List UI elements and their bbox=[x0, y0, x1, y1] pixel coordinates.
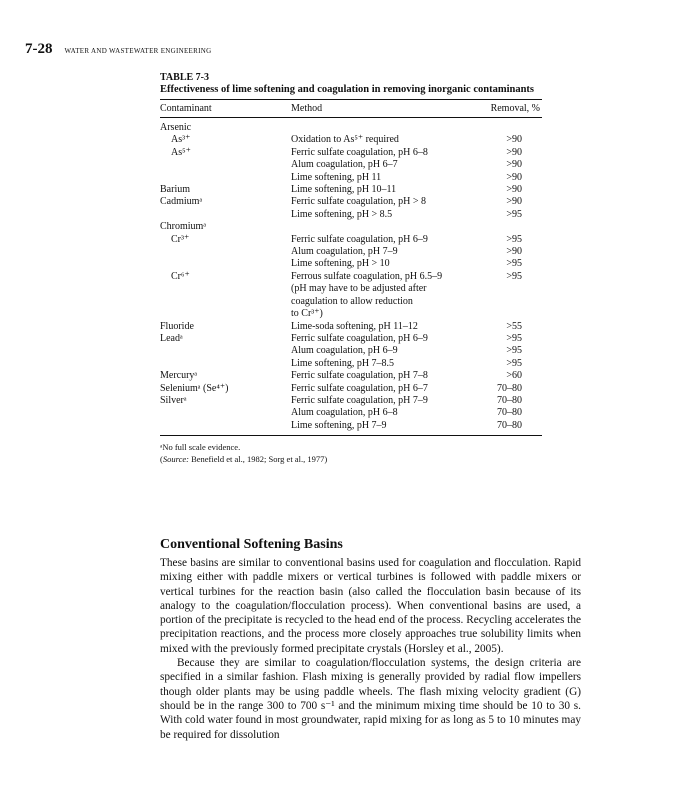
contaminant-cell bbox=[160, 209, 291, 221]
contaminant-cell: As⁵⁺ bbox=[171, 146, 191, 158]
table-row bbox=[160, 246, 542, 258]
contaminant-cell: Fluoride bbox=[160, 320, 194, 332]
removal-cell: >95 bbox=[506, 270, 522, 282]
removal-cell: >95 bbox=[506, 345, 522, 357]
contaminant-cell: Seleniumᵃ (Se⁴⁺) bbox=[160, 382, 229, 394]
removal-cell bbox=[452, 308, 542, 320]
contaminant-cell: Cadmiumᵃ bbox=[160, 196, 203, 208]
removal-cell: >90 bbox=[506, 134, 522, 146]
table-header-row bbox=[160, 100, 542, 118]
table-footnotes bbox=[160, 441, 542, 465]
method-cell: Ferric sulfate coagulation, pH > 8 bbox=[291, 196, 427, 208]
contaminant-cell bbox=[160, 407, 291, 419]
method-cell: Lime softening, pH > 8.5 bbox=[291, 208, 393, 220]
method-cell: Alum coagulation, pH 6–8 bbox=[291, 407, 398, 419]
method-cell: (pH may have to be adjusted after bbox=[291, 283, 427, 295]
contaminant-cell bbox=[160, 159, 291, 171]
table-row bbox=[160, 196, 542, 208]
method-cell: coagulation to allow reduction bbox=[291, 295, 413, 307]
method-cell: Lime softening, pH 7–9 bbox=[291, 419, 387, 431]
table-row bbox=[160, 407, 542, 419]
removal-cell: >90 bbox=[506, 171, 522, 183]
contaminant-cell bbox=[160, 308, 291, 320]
table-label: TABLE 7-3 bbox=[160, 72, 209, 83]
removal-cell: >95 bbox=[506, 233, 522, 245]
table-row bbox=[160, 283, 542, 295]
method-cell: Ferric sulfate coagulation, pH 6–9 bbox=[291, 233, 428, 245]
table-row bbox=[160, 258, 542, 270]
removal-cell: >95 bbox=[506, 332, 522, 344]
table-row bbox=[160, 184, 542, 196]
contaminant-cell bbox=[160, 258, 291, 270]
removal-cell: >95 bbox=[506, 357, 522, 369]
contaminant-cell: Cr³⁺ bbox=[171, 233, 190, 245]
section-heading: Conventional Softening Basins bbox=[160, 537, 343, 552]
table-row bbox=[160, 271, 542, 283]
method-cell: Alum coagulation, pH 6–7 bbox=[291, 159, 398, 171]
table-row bbox=[160, 370, 542, 382]
table-row bbox=[160, 172, 542, 184]
removal-cell: >90 bbox=[506, 184, 522, 196]
method-cell: Alum coagulation, pH 7–9 bbox=[291, 246, 398, 258]
table-row bbox=[160, 333, 542, 345]
contaminant-cell bbox=[160, 246, 291, 258]
table-row bbox=[160, 296, 542, 308]
contaminant-cell: Cr⁶⁺ bbox=[171, 270, 190, 282]
source-open: ( bbox=[160, 454, 163, 465]
contaminant-cell bbox=[160, 345, 291, 357]
table-row bbox=[160, 209, 542, 221]
paragraph-1: These basins are similar to conventional basins used for coagulation and flocculation. Rapid mixing either with paddle mixers or vertical turbines is followed with paddle mixers or vertical turbines for the reaction basin (also called the flocculation basin because of its analogy to the coagulation/flocculation process). When conventional basins are used, a portion of the precipitate is recycled to the head end of the process. Recycling accelerates the precipitation reactions, and the process more closely approaches true solubility limits when mixed with the previously formed precipitate crystals (Horsley et al., 2005). bbox=[160, 557, 581, 655]
method-cell: Ferric sulfate coagulation, pH 7–9 bbox=[291, 394, 428, 406]
contaminant-cell bbox=[160, 296, 291, 308]
method-cell: Lime softening, pH 11 bbox=[291, 171, 382, 183]
method-cell: Ferrous sulfate coagulation, pH 6.5–9 bbox=[291, 270, 443, 282]
method-cell: Ferric sulfate coagulation, pH 6–7 bbox=[291, 382, 428, 394]
method-cell bbox=[291, 221, 452, 233]
contaminant-cell: Mercuryᵃ bbox=[160, 370, 198, 382]
table-row bbox=[160, 221, 542, 233]
source-note bbox=[160, 453, 542, 465]
method-cell: to Cr³⁺) bbox=[291, 308, 323, 320]
removal-cell: >60 bbox=[506, 370, 522, 382]
contaminant-cell bbox=[160, 172, 291, 184]
source-text: Benefield et al., 1982; Sorg et al., 1977) bbox=[188, 454, 328, 465]
removal-cell: >90 bbox=[506, 159, 522, 171]
table-row bbox=[160, 308, 542, 320]
removal-cell: >90 bbox=[506, 196, 522, 208]
page-header bbox=[25, 40, 211, 58]
column-header-method: Method bbox=[291, 103, 323, 114]
page-number: 7-28 bbox=[25, 41, 53, 57]
method-cell: Lime-soda softening, pH 11–12 bbox=[291, 320, 418, 332]
table-row bbox=[160, 345, 542, 357]
contaminant-cell: Barium bbox=[160, 184, 190, 196]
table-row bbox=[160, 234, 542, 246]
removal-cell: >95 bbox=[506, 208, 522, 220]
method-cell: Ferric sulfate coagulation, pH 7–8 bbox=[291, 370, 428, 382]
contaminant-table bbox=[160, 100, 542, 432]
removal-cell: 70–80 bbox=[497, 419, 522, 431]
contaminant-cell: Chromiumᵃ bbox=[160, 221, 207, 233]
removal-cell: >90 bbox=[506, 146, 522, 158]
table-row bbox=[160, 321, 542, 333]
table-row bbox=[160, 134, 542, 146]
table-row bbox=[160, 147, 542, 159]
method-cell: Ferric sulfate coagulation, pH 6–8 bbox=[291, 146, 428, 158]
method-cell: Alum coagulation, pH 6–9 bbox=[291, 345, 398, 357]
method-cell: Lime softening, pH > 10 bbox=[291, 258, 390, 270]
contaminant-cell: Arsenic bbox=[160, 122, 192, 133]
column-header-removal: Removal, % bbox=[490, 103, 540, 114]
method-cell: Ferric sulfate coagulation, pH 6–9 bbox=[291, 332, 428, 344]
contaminant-cell: Silverᵃ bbox=[160, 394, 187, 406]
paragraph-2: Because they are similar to coagulation/flocculation systems, the design criteria are specified in a similar fashion. Flash mixing is generally provided by radial flow impellers though older plants may be using paddle wheels. The flash mixing velocity gradient (G) should be in the range 300 to 700 s⁻¹ and the minimum mixing time should be 10 to 30 s. With cold water found in most groundwater, rapid mixing for as long as 5 to 10 minutes may be required for dissolution bbox=[160, 657, 581, 741]
footnote: ᵃNo full scale evidence. bbox=[160, 442, 241, 453]
removal-cell: 70–80 bbox=[497, 394, 522, 406]
method-cell: Lime softening, pH 7–8.5 bbox=[291, 357, 395, 369]
table-caption: Effectiveness of lime softening and coagulation in removing inorganic contaminants bbox=[160, 84, 535, 95]
contaminant-cell: Leadᵃ bbox=[160, 332, 183, 344]
removal-cell: 70–80 bbox=[497, 382, 522, 394]
removal-cell: 70–80 bbox=[497, 407, 522, 419]
table-row bbox=[160, 420, 542, 432]
table-row bbox=[160, 395, 542, 407]
removal-cell bbox=[452, 221, 542, 233]
running-title: WATER AND WASTEWATER ENGINEERING bbox=[64, 47, 212, 55]
removal-cell: >95 bbox=[506, 258, 522, 270]
table-block bbox=[160, 72, 542, 465]
removal-cell bbox=[452, 283, 542, 295]
table-row bbox=[160, 358, 542, 370]
table-bottom-rule bbox=[160, 435, 542, 436]
table-row bbox=[160, 118, 542, 134]
removal-cell: >90 bbox=[506, 246, 522, 258]
removal-cell: >55 bbox=[506, 320, 522, 332]
column-header-contaminant: Contaminant bbox=[160, 103, 212, 114]
method-cell: Lime softening, pH 10–11 bbox=[291, 184, 397, 196]
removal-cell bbox=[452, 296, 542, 308]
table-row bbox=[160, 159, 542, 171]
table-body bbox=[160, 118, 542, 432]
method-cell bbox=[291, 118, 452, 134]
contaminant-cell bbox=[160, 283, 291, 295]
contaminant-cell: As³⁺ bbox=[171, 134, 191, 146]
table-row bbox=[160, 383, 542, 395]
removal-cell bbox=[452, 118, 542, 134]
contaminant-cell bbox=[160, 358, 291, 370]
source-label: Source: bbox=[162, 454, 189, 465]
contaminant-cell bbox=[160, 420, 291, 432]
section-conventional-softening bbox=[160, 537, 581, 742]
method-cell: Oxidation to As⁵⁺ required bbox=[291, 134, 399, 146]
